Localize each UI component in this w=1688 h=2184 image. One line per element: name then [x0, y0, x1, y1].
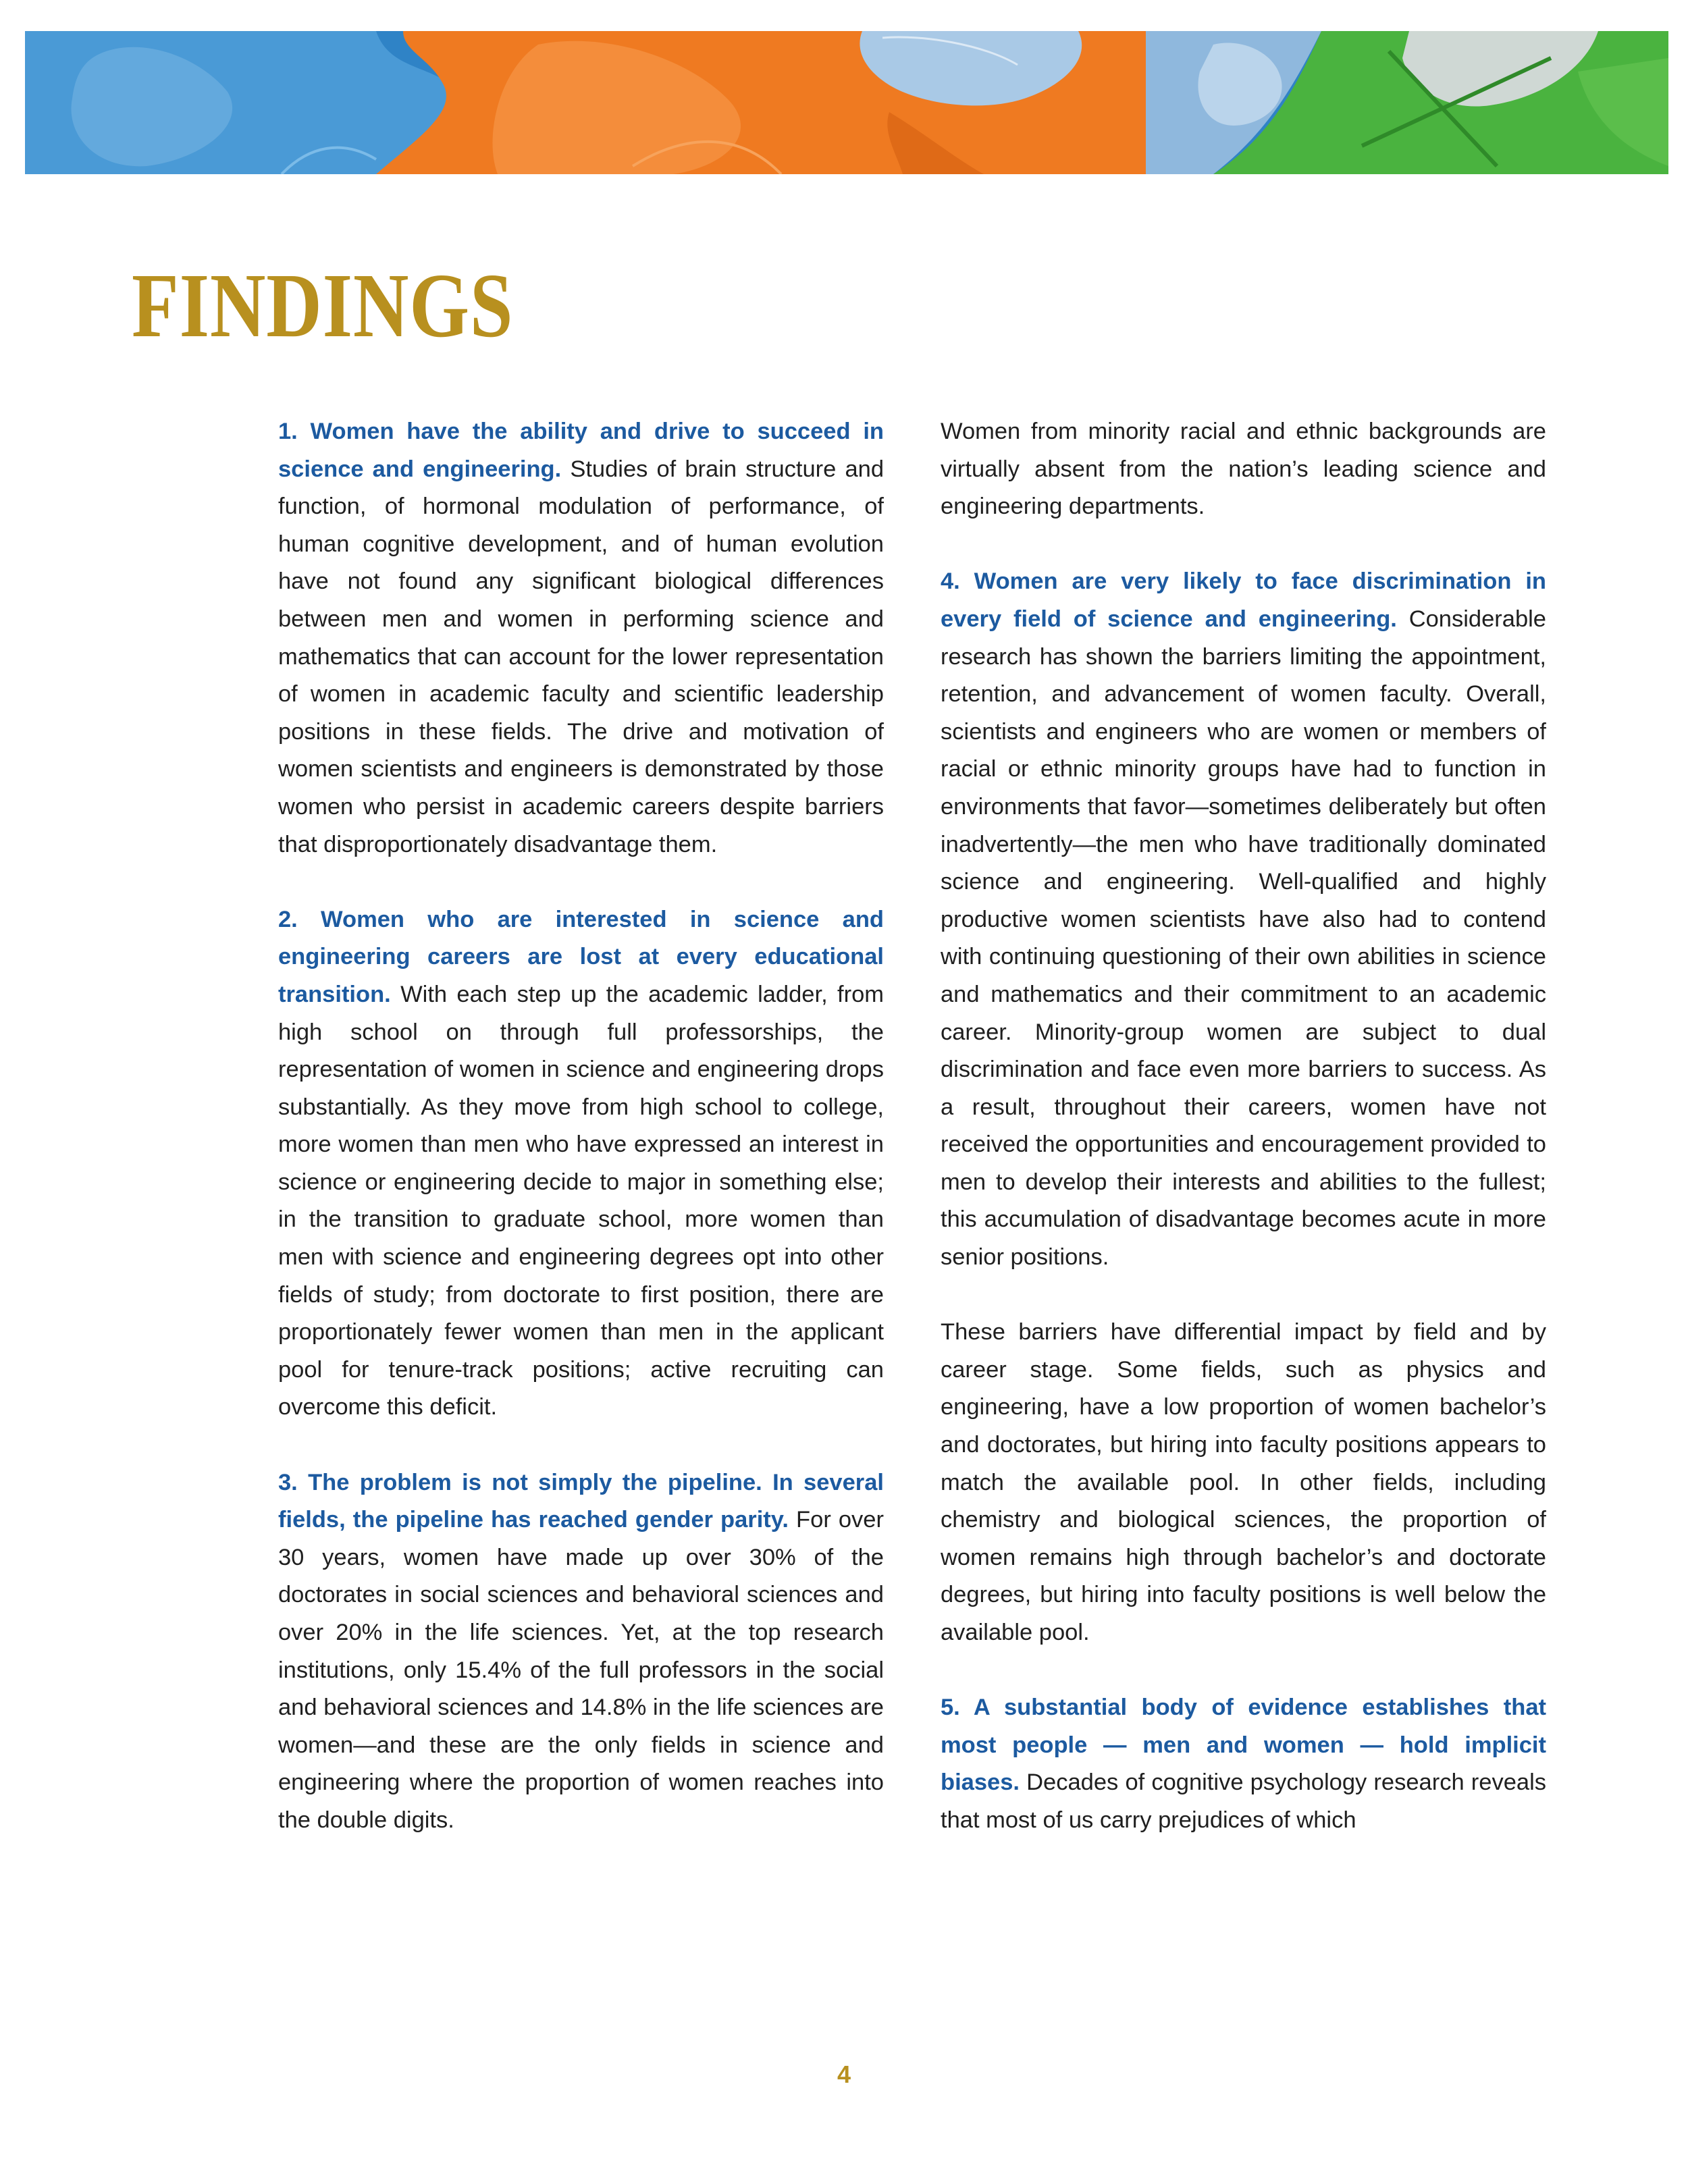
- right-column: [941, 413, 1546, 1877]
- finding-4-paragraph: [941, 563, 1546, 1276]
- finding-1-heading: 1. Women have the ability and drive to succeed in science and engineering.: [278, 419, 884, 482]
- finding-1-paragraph: [278, 413, 884, 863]
- barriers-paragraph: These barriers have differential impact by field and by career stage. Some fields, such as physics and engineering, have a low proportion of women bachelor’s and doctorates, but hiring into faculty positions appears to match the available pool. In other fields, including chemistry and biological sciences, the proportion of women remains high through bachelor’s and doctorate degrees, but hiring into faculty positions is well below the available pool.: [941, 1319, 1546, 1645]
- page-number: 4: [837, 2060, 851, 2088]
- puzzle-banner: [25, 31, 1668, 174]
- finding-4-body: Considerable research has shown the barriers limiting the appointment, retention, and advancement of women faculty. Overall, scientists and engineers who are women or members of racial or ethnic minority groups have had to function in environments that favor—sometimes deliberately but often inadvertently—the men who have traditionally dominated science and engineering. Well-qualified and highly productive women scientists have also had to contend with continuing questioning of their own abilities in science and mathematics and their commitment to an academic career. Minority-group women are subject to dual discrimination and face even more barriers to success. As a result, throughout their careers, women have not received the opportunities and encouragement provided to men to develop their interests and abilities to the fullest; this accumulation of disadvantage becomes acute in more senior positions.: [941, 606, 1546, 1271]
- finding-3-continuation: Women from minority racial and ethnic backgrounds are virtually absent from the nation’s leading science and engineering departments.: [941, 419, 1546, 520]
- finding-5-paragraph: [941, 1689, 1546, 1839]
- finding-2-heading: 2. Women who are interested in science and engineering careers are lost at every educational transition.: [278, 906, 884, 1007]
- finding-4-heading: 4. Women are very likely to face discrimination in every field of science and engineering.: [941, 568, 1546, 632]
- finding-3-heading: 3. The problem is not simply the pipeline. In several fields, the pipeline has reached gender parity.: [278, 1469, 884, 1533]
- finding-2-body: With each step up the academic ladder, from high school on through full professorships, the representation of women in science and engineering drops substantially. As they move from high school to college, more women than men who have expressed an interest in science or engineering decide to major in something else; in the transition to graduate school, more women than men with science and engineering degrees opt into other fields of study; from doctorate to first position, there are proportionately fewer women than men in the applicant pool for tenure-track positions; active recruiting can overcome this deficit.: [278, 981, 884, 1420]
- puzzle-pieces-image: [25, 31, 1668, 174]
- finding-1-body: Studies of brain structure and function, of hormonal modulation of performance, of human cognitive development, and of human evolution have not found any significant biological differences between men and women in performing science and mathematics that can account for the lower representation of women in academic faculty and scientific leadership positions in these fields. The drive and motivation of women scientists and engineers is demonstrated by those women who persist in academic careers despite barriers that disproportionately disadvantage them.: [278, 456, 885, 857]
- finding-2-paragraph: [278, 901, 884, 1427]
- finding-5-heading: 5. A substantial body of evidence establishes that most people — men and women — hold implicit biases.: [941, 1695, 1546, 1796]
- finding-5-body: Decades of cognitive psychology research reveals that most of us carry prejudices of which: [941, 1769, 1546, 1833]
- finding-3-body: For over 30 years, women have made up over 30% of the doctorates in social sciences and behavioral sciences and over 20% in the life sciences. Yet, at the top research institutions, only 15.4% of the full professors in the social and behavioral sciences and 14.8% in the life sciences are women—and these are the only fields in science and engineering where the proportion of women reaches into the double digits.: [278, 1507, 884, 1833]
- page-title: FINDINGS: [132, 255, 514, 356]
- left-column: [278, 413, 884, 1877]
- finding-3-paragraph: [278, 1464, 884, 1840]
